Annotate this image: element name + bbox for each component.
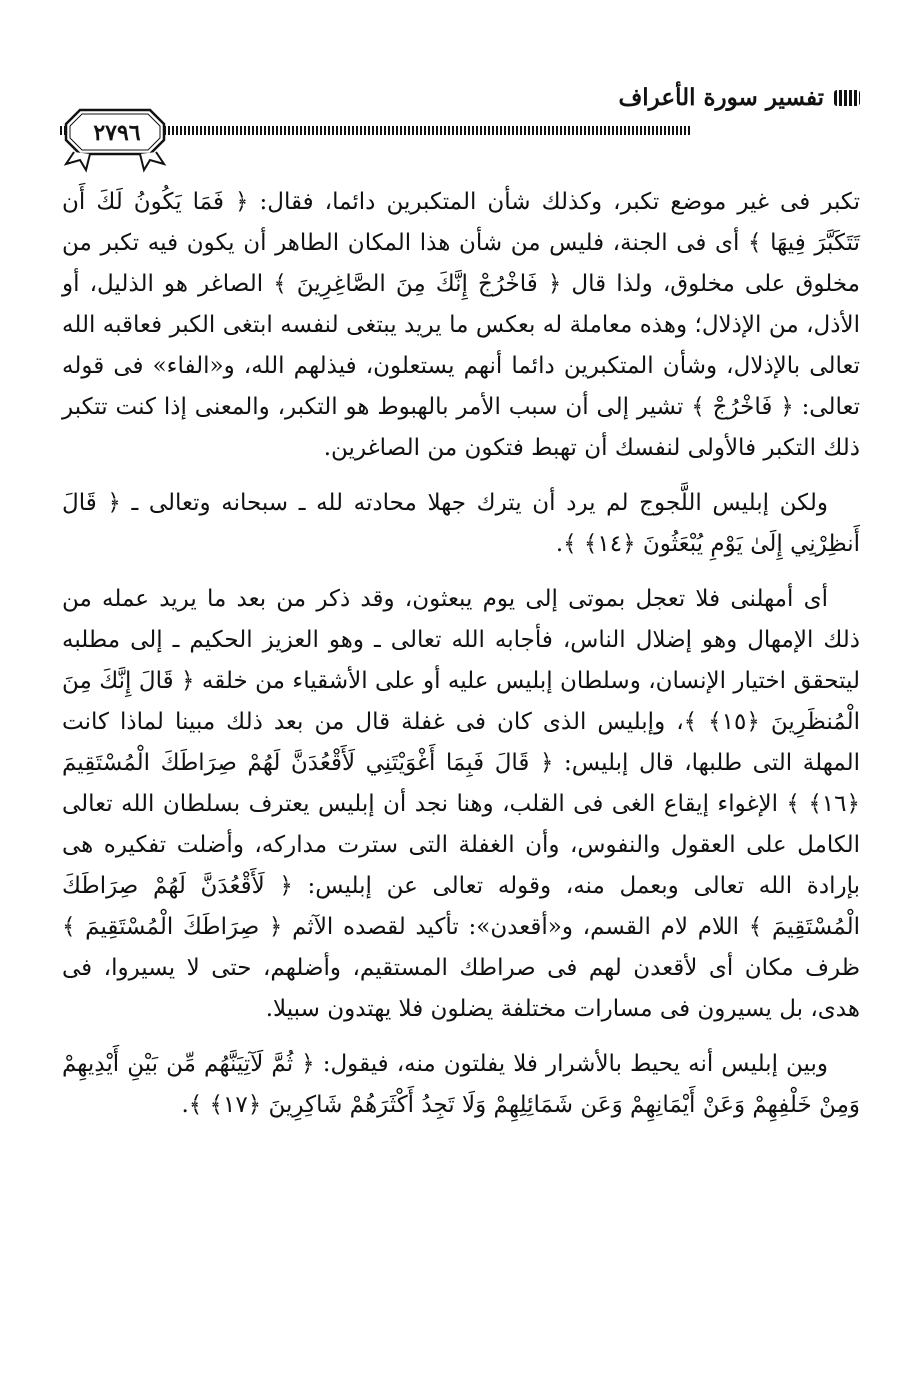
paragraph: أى أمهلنى فلا تعجل بموتى إلى يوم يبعثون، وقد ذكر من بعد ما يريد عمله من ذلك الإمهال وهو إضلال الناس، فأجابه الله تعالى ـ وهو العزيز الحكيم ـ إلى مطلبه ليتحقق اختيار الإنسان، وسلطان إبليس عليه أو على الأشقياء من خلقه ﴿ قَالَ إِنَّكَ مِنَ الْمُنظَرِينَ ﴿١٥﴾ ﴾، وإبليس الذى كان فى غفلة قال من بعد ذلك مبينا لماذا كانت المهلة التى طلبها، قال إبليس: ﴿ قَالَ فَبِمَا أَغْوَيْتَنِي لَأَقْعُدَنَّ لَهُمْ صِرَاطَكَ الْمُسْتَقِيمَ ﴿١٦﴾ ﴾ الإغواء إيقاع الغى فى القلب، وهنا نجد أن إبليس يعترف بسلطان الله تعالى الكامل على العقول والنفوس، وأن الغفلة التى سترت مداركه، وأضلت تفكيره هى بإرادة الله تعالى وبعمل منه، وقوله تعالى عن إبليس: ﴿ لَأَقْعُدَنَّ لَهُمْ صِرَاطَكَ الْمُسْتَقِيمَ ﴾ اللام لام القسم، و«أقعدن»: تأكيد لقصده الآثم ﴿ صِرَاطَكَ الْمُسْتَقِيمَ ﴾ ظرف مكان أى لأقعدن لهم فى صراطك المستقيم، وأضلهم، حتى لا يسيروا، فى هدى، بل يسيرون فى مسارات مختلفة يضلون فلا يهتدون سبيلا. [62,586,861,1022]
page-number-badge [60,100,170,180]
page-number: ٢٧٩٦ [93,120,141,146]
running-title: تفسير سورة الأعراف [618,84,824,111]
ornament-icon [834,90,860,106]
paragraph: ولكن إبليس اللَّجوج لم يرد أن يترك جهلا محادته لله ـ سبحانه وتعالى ـ ﴿ قَالَ أَنظِرْنِي إِلَىٰ يَوْمِ يُبْعَثُونَ ﴿١٤﴾ ﴾. [62,490,860,557]
paragraph: تكبر فى غير موضع تكبر، وكذلك شأن المتكبرين دائما، فقال: ﴿ فَمَا يَكُونُ لَكَ أَن تَتَكَبَّرَ فِيهَا ﴾ أى فى الجنة، فليس من شأن هذا المكان الطاهر أن يكون فيه تكبر من مخلوق على مخلوق، ولذا قال ﴿ فَاخْرُجْ إِنَّكَ مِنَ الصَّاغِرِينَ ﴾ الصاغر هو الذليل، أو الأذل، من الإذلال؛ وهذه معاملة له بعكس ما يريد يبتغى لنفسه ابتغى الكبر فعاقبه الله تعالى بالإذلال، وشأن المتكبرين دائما أنهم يستعلون، فيذلهم الله، و«الفاء» فى قوله تعالى: ﴿ فَاخْرُجْ ﴾ تشير إلى أن سبب الأمر بالهبوط هو التكبر، والمعنى إذا كنت تتكبر ذلك التكبر فالأولى لنفسك أن تهبط فتكون من الصاغرين. [62,189,860,461]
page-header [60,70,860,190]
running-head [618,84,860,111]
paragraph: وبين إبليس أنه يحيط بالأشرار فلا يفلتون منه، فيقول: ﴿ ثُمَّ لَآتِيَنَّهُم مِّن بَيْنِ أَيْدِيهِمْ وَمِنْ خَلْفِهِمْ وَعَنْ أَيْمَانِهِمْ وَعَن شَمَائِلِهِمْ وَلَا تَجِدُ أَكْثَرَهُمْ شَاكِرِينَ ﴿١٧﴾ ﴾. [62,1051,860,1118]
body-text [62,182,860,1140]
